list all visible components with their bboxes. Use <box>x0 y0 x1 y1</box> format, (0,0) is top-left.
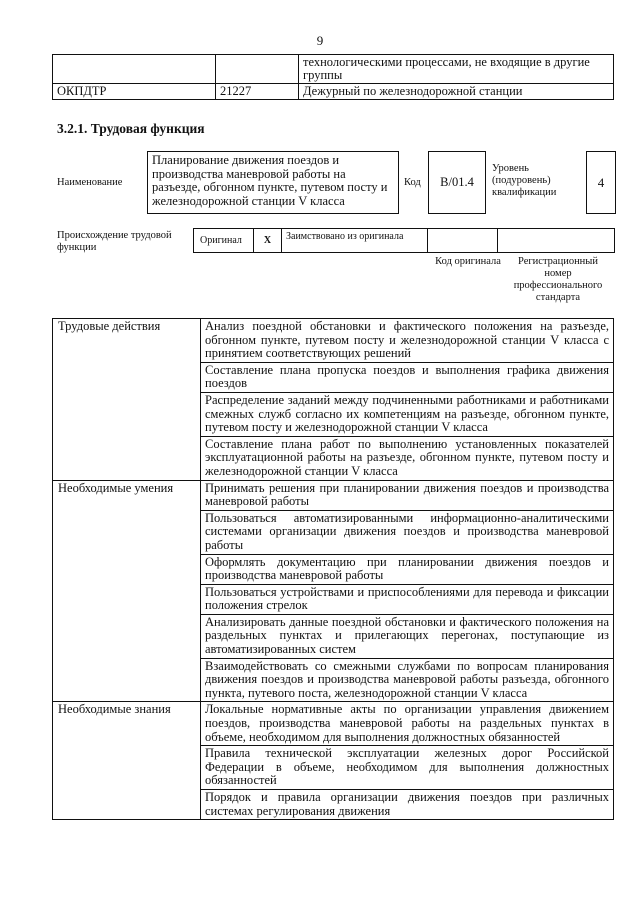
table-cell <box>53 55 216 84</box>
list-item: Порядок и правила организации движения поездов при различных системах регулирования движения <box>201 790 614 820</box>
classifier-code-cell: ОКПДТР <box>53 84 216 100</box>
list-item: Составление плана пропуска поездов и выполнения графика движения поездов <box>201 362 614 392</box>
page-number: 9 <box>316 33 324 48</box>
table-cell <box>216 55 299 84</box>
function-name-box: Планирование движения поездов и производства маневровой работы на разъезде, обгонном пункте, путевом посту и железнодорожной станции V класса <box>147 151 399 214</box>
list-item: Правила технической эксплуатации железных дорог Российской Федерации в объеме, необходимом для выполнения должностных обязанностей <box>201 746 614 790</box>
code-label: Код <box>404 177 421 188</box>
section-header-actions: Трудовые действия <box>53 319 201 481</box>
list-item: Составление плана работ по выполнению установленных показателей эксплуатационной работы на разъезде, обгонном пункте, путевом посту и железнодорожной станции V класса <box>201 436 614 480</box>
occupation-classifier-table <box>52 54 614 100</box>
list-item: Принимать решения при планировании движения поездов и производства маневровой работы <box>201 480 614 510</box>
section-header-skills: Необходимые умения <box>53 480 201 702</box>
original-label: Оригинал <box>194 229 254 252</box>
list-item: Взаимодействовать со смежными службами по вопросам планирования движения поездов и производства маневровой работы разъезда, обгонного пункта, путевого поста, железнодорожной станции V класса <box>201 658 614 702</box>
name-label: Наименование <box>57 177 123 188</box>
list-item: Оформлять документацию при планировании движения поездов и производства маневровой работы <box>201 554 614 584</box>
original-code-cell <box>428 229 498 252</box>
level-label: Уровень (подуровень) квалификации <box>492 163 557 198</box>
list-item: Распределение заданий между подчиненными работниками и работниками смежных служб согласно их компетенциям на разъезде, обгонном пункте, путевом посту и железнодорожной станции V класса <box>201 392 614 436</box>
list-item: Пользоваться устройствами и приспособлениями для перевода и фиксации положения стрелок <box>201 584 614 614</box>
borrowed-label: Заимствовано из оригинала <box>282 229 428 252</box>
registration-caption: Регистрационный номер профессионального стандарта <box>513 256 603 303</box>
list-item: Пользоваться автоматизированными информационно-аналитическими системами организации движения поездов и производства маневровой работы <box>201 510 614 554</box>
table-row <box>53 84 614 100</box>
table-cell: технологическими процессами, не входящие в другие группы <box>299 55 614 84</box>
list-item: Анализ поездной обстановки и фактического положения на разъезде, обгонном пункте, путевом посту и железнодорожной станции V класса с принятием соответствующих решений <box>201 319 614 363</box>
occupation-name-cell: Дежурный по железнодорожной станции <box>299 84 614 100</box>
original-mark: X <box>254 229 282 252</box>
function-details-table <box>52 318 614 820</box>
origin-row <box>193 228 615 253</box>
list-item: Анализировать данные поездной обстановки и фактического положения на раздельных пунктах и прилегающих перегонах, поступающие из автоматизированных систем <box>201 614 614 658</box>
section-header-knowledge: Необходимые знания <box>53 702 201 820</box>
registration-number-cell <box>498 229 614 252</box>
origin-label: Происхождение трудовой функции <box>57 230 172 253</box>
code-caption: Код оригинала <box>435 256 501 267</box>
classifier-number-cell: 21227 <box>216 84 299 100</box>
list-item: Локальные нормативные акты по организации управления движением поездов, производства маневровой работы на раздельных пунктах в объеме, необходимом для выполнения должностных обязанностей <box>201 702 614 746</box>
table-row <box>53 702 614 746</box>
table-row <box>53 55 614 84</box>
function-code-box: B/01.4 <box>428 151 486 214</box>
level-value-box: 4 <box>586 151 616 214</box>
table-row <box>53 480 614 510</box>
section-title: 3.2.1. Трудовая функция <box>57 121 205 136</box>
table-row <box>53 319 614 363</box>
